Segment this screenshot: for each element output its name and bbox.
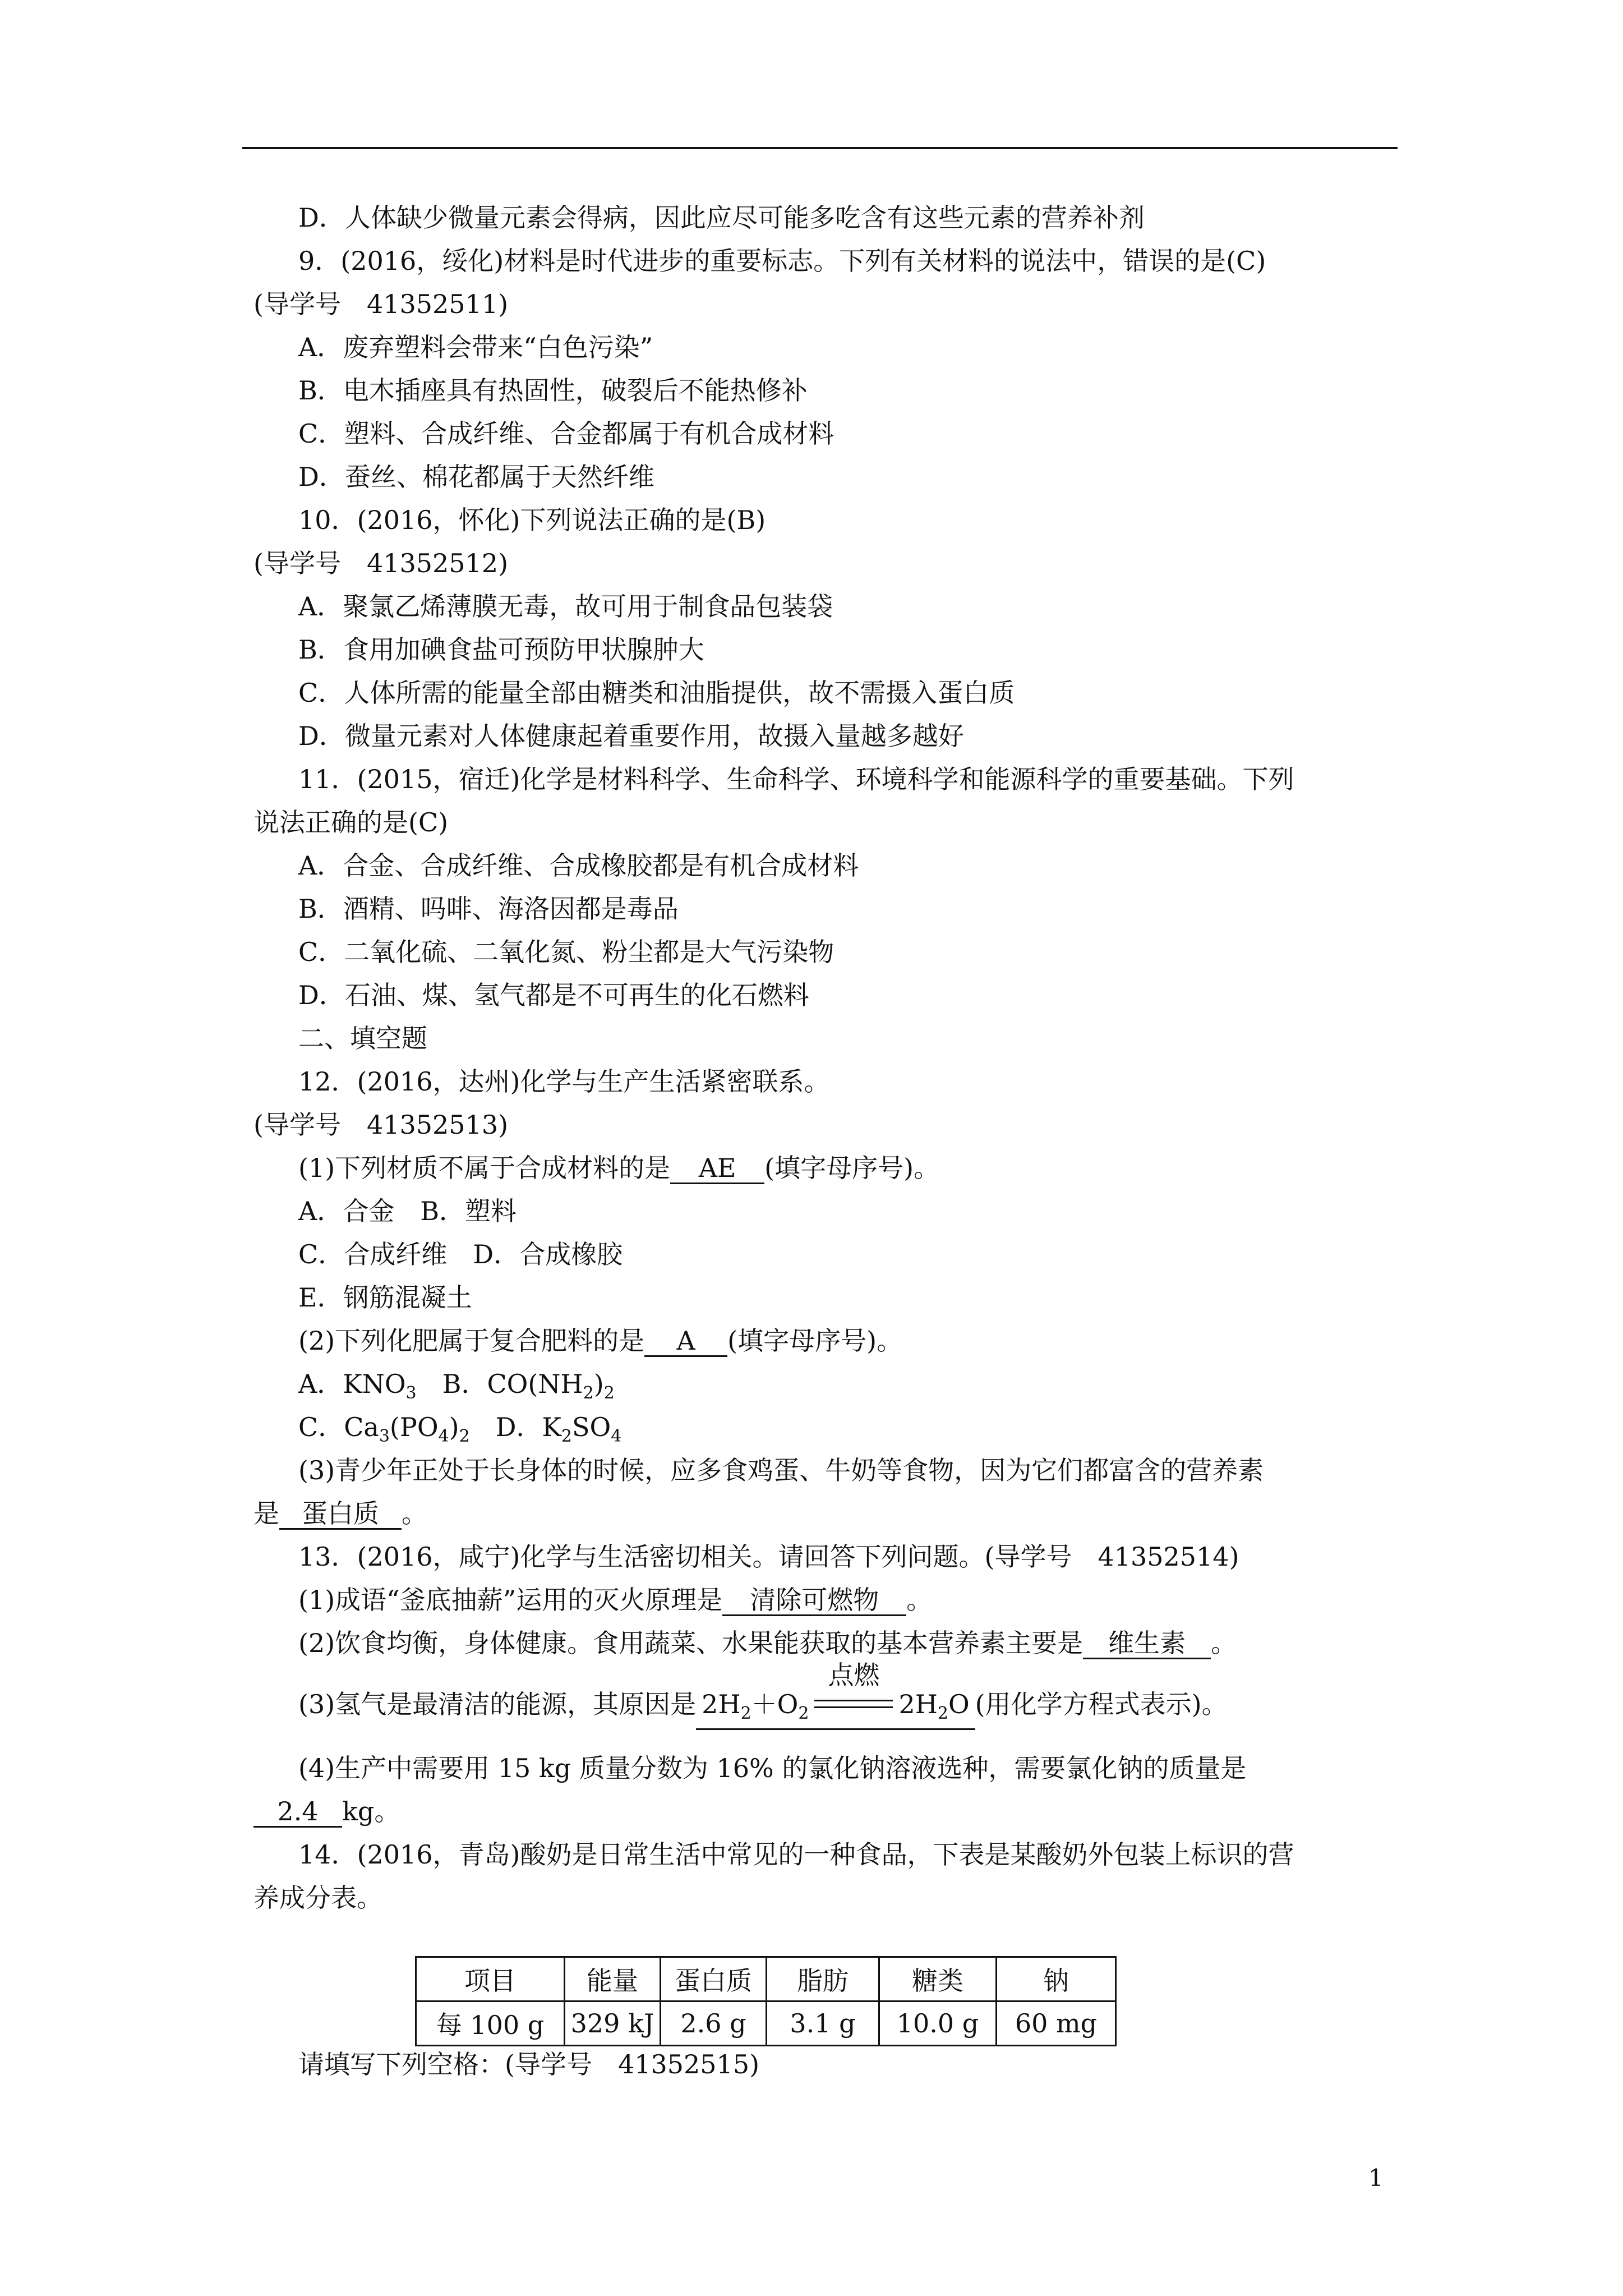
question-12: 12．(2016，达州)化学与生产生活紧密联系。 — [298, 1066, 830, 1097]
equals-bar — [814, 1706, 893, 1708]
q11-option-c: C．二氧化硫、二氧化氮、粉尘都是大气污染物 — [298, 937, 834, 967]
question-11: 11．(2015，宿迁)化学是材料科学、生命科学、环境科学和能源科学的重要基础。下列 — [298, 764, 1294, 794]
q13-3-answer — [696, 1660, 975, 1730]
formula-urea: B．CO(NH — [416, 1369, 583, 1399]
q12-2-options-cd — [298, 1411, 621, 1452]
q12-3-prefix: 是 — [253, 1498, 279, 1529]
question-13: 13．(2016，咸宁)化学与生活密切相关。请回答下列问题。(导学号 41352514) — [298, 1542, 1239, 1572]
question-14: 14．(2016，青岛)酸奶是日常生活中常见的一种食品，下表是某酸奶外包装上标识的营 — [298, 1839, 1294, 1870]
formula-k2so4: D．K — [469, 1412, 561, 1442]
subscript: 3 — [405, 1383, 417, 1403]
formula-part: (PO — [389, 1412, 439, 1442]
q12-1-options-ab: A．合金 B．塑料 — [298, 1196, 517, 1226]
formula-part: ＋O — [751, 1689, 799, 1719]
table-row — [416, 2001, 1116, 2046]
subscript: 2 — [459, 1427, 470, 1446]
q13-2-suffix: 。 — [1211, 1628, 1237, 1658]
q12-1-answer: AE — [670, 1153, 764, 1184]
q12-1-option-e: E．钢筋混凝土 — [298, 1282, 472, 1313]
subscript: 2 — [561, 1427, 573, 1446]
table-header-cell: 项目 — [416, 1957, 565, 2001]
q13-1-answer: 清除可燃物 — [722, 1585, 906, 1616]
table-header-cell: 糖类 — [879, 1957, 997, 2001]
q13-part-2 — [298, 1627, 1237, 1659]
subscript: 4 — [438, 1427, 449, 1446]
subscript: 3 — [379, 1427, 390, 1446]
table-header-cell: 钠 — [997, 1957, 1116, 2001]
q12-2-prompt: (2)下列化肥属于复合肥料的是 — [298, 1326, 645, 1356]
q13-4-suffix: kg。 — [342, 1796, 400, 1826]
q11-option-d: D．石油、煤、氢气都是不可再生的化石燃料 — [298, 980, 809, 1010]
q12-2-options-ab — [298, 1368, 615, 1409]
nutrition-table — [415, 1956, 1117, 2046]
q9-option-d: D．蚕丝、棉花都属于天然纤维 — [298, 462, 654, 492]
page-number: 1 — [1368, 2164, 1384, 2192]
formula-part: ) — [593, 1369, 604, 1399]
table-header-cell: 脂肪 — [767, 1957, 879, 2001]
formula-ca3po42: C．Ca — [298, 1412, 379, 1442]
q13-4-answer: 2.4 — [253, 1797, 342, 1828]
q12-part-2 — [298, 1325, 902, 1357]
header-rule — [242, 147, 1398, 149]
q10-option-c: C．人体所需的能量全部由糖类和油脂提供，故不需摄入蛋白质 — [298, 678, 1015, 708]
q13-part-1 — [298, 1584, 932, 1616]
table-cell: 每 100 g — [416, 2001, 565, 2046]
q8-option-d: D．人体缺少微量元素会得病，因此应尽可能多吃含有这些元素的营养补剂 — [298, 203, 1145, 233]
table-header-row — [416, 1957, 1116, 2001]
q13-2-prompt: (2)饮食均衡，身体健康。食用蔬菜、水果能获取的基本营养素主要是 — [298, 1628, 1083, 1658]
q13-2-answer: 维生素 — [1083, 1628, 1211, 1659]
formula-kno3: A．KNO — [298, 1369, 406, 1399]
subscript: 2 — [603, 1383, 615, 1403]
ignite-condition: 点燃 — [828, 1660, 880, 1690]
table-cell: 2.6 g — [661, 2001, 767, 2046]
q13-1-prompt: (1)成语“釜底抽薪”运用的灭火原理是 — [298, 1585, 723, 1615]
q12-3-answer: 蛋白质 — [279, 1499, 402, 1530]
subscript: 2 — [740, 1704, 751, 1723]
formula-part: SO — [572, 1412, 611, 1442]
q10-ref: (导学号 41352512) — [253, 548, 509, 578]
q12-ref: (导学号 41352513) — [253, 1110, 509, 1140]
formula-part: 2H — [702, 1689, 741, 1719]
q13-part-4-cont — [253, 1796, 400, 1828]
formula-part: 2H — [898, 1689, 938, 1719]
formula-part: O — [948, 1689, 970, 1719]
reaction-condition — [809, 1660, 898, 1721]
question-14-cont: 养成分表。 — [253, 1883, 382, 1913]
q13-part-4: (4)生产中需要用 15 kg 质量分数为 16% 的氯化钠溶液选种，需要氯化钠的质量是 — [298, 1753, 1247, 1783]
q13-3-suffix: (用化学方程式表示)。 — [975, 1689, 1228, 1719]
q13-1-suffix: 。 — [906, 1585, 933, 1615]
q12-2-answer: A — [644, 1326, 727, 1357]
q12-part-3-cont — [253, 1498, 427, 1530]
subscript: 4 — [611, 1427, 622, 1446]
q9-option-c: C．塑料、合成纤维、合金都属于有机合成材料 — [298, 418, 834, 449]
table-cell: 10.0 g — [879, 2001, 997, 2046]
q12-1-options-cd: C．合成纤维 D．合成橡胶 — [298, 1239, 623, 1269]
table-cell: 329 kJ — [565, 2001, 661, 2046]
question-11-cont: 说法正确的是(C) — [253, 807, 449, 838]
q11-option-a: A．合金、合成纤维、合成橡胶都是有机合成材料 — [298, 850, 859, 881]
q9-ref: (导学号 41352511) — [253, 289, 509, 319]
table-cell: 60 mg — [997, 2001, 1116, 2046]
equals-bar — [814, 1700, 893, 1701]
q12-3-suffix: 。 — [402, 1498, 427, 1529]
q12-1-prompt: (1)下列材质不属于合成材料的是 — [298, 1153, 671, 1183]
q9-option-b: B．电木插座具有热固性，破裂后不能热修补 — [298, 375, 808, 406]
table-header-cell: 能量 — [565, 1957, 661, 2001]
q12-2-suffix: (填字母序号)。 — [727, 1326, 903, 1356]
q10-option-a: A．聚氯乙烯薄膜无毒，故可用于制食品包装袋 — [298, 591, 833, 622]
subscript: 2 — [798, 1704, 809, 1723]
q12-part-1 — [298, 1152, 939, 1184]
q12-1-suffix: (填字母序号)。 — [764, 1153, 940, 1183]
q14-instruction: 请填写下列空格：(导学号 41352515) — [298, 2049, 760, 2079]
q13-part-3 — [298, 1660, 1228, 1730]
subscript: 2 — [583, 1383, 594, 1403]
table-header-cell: 蛋白质 — [661, 1957, 767, 2001]
q12-part-3: (3)青少年正处于长身体的时候，应多食鸡蛋、牛奶等食物，因为它们都富含的营养素 — [298, 1455, 1264, 1485]
q10-option-d: D．微量元素对人体健康起着重要作用，故摄入量越多越好 — [298, 721, 964, 751]
q10-option-b: B．食用加碘食盐可预防甲状腺肿大 — [298, 634, 704, 665]
table-cell: 3.1 g — [767, 2001, 879, 2046]
q13-3-prompt: (3)氢气是最清洁的能源，其原因是 — [298, 1689, 697, 1719]
subscript: 2 — [937, 1704, 948, 1723]
q11-option-b: B．酒精、吗啡、海洛因都是毒品 — [298, 894, 679, 924]
q9-option-a: A．废弃塑料会带来“白色污染” — [298, 332, 653, 362]
question-10: 10．(2016，怀化)下列说法正确的是(B) — [298, 505, 766, 535]
section-heading: 二、填空题 — [298, 1023, 427, 1053]
formula-part: ) — [449, 1412, 459, 1442]
question-9: 9．(2016，绥化)材料是时代进步的重要标志。下列有关材料的说法中，错误的是(C) — [298, 246, 1266, 276]
